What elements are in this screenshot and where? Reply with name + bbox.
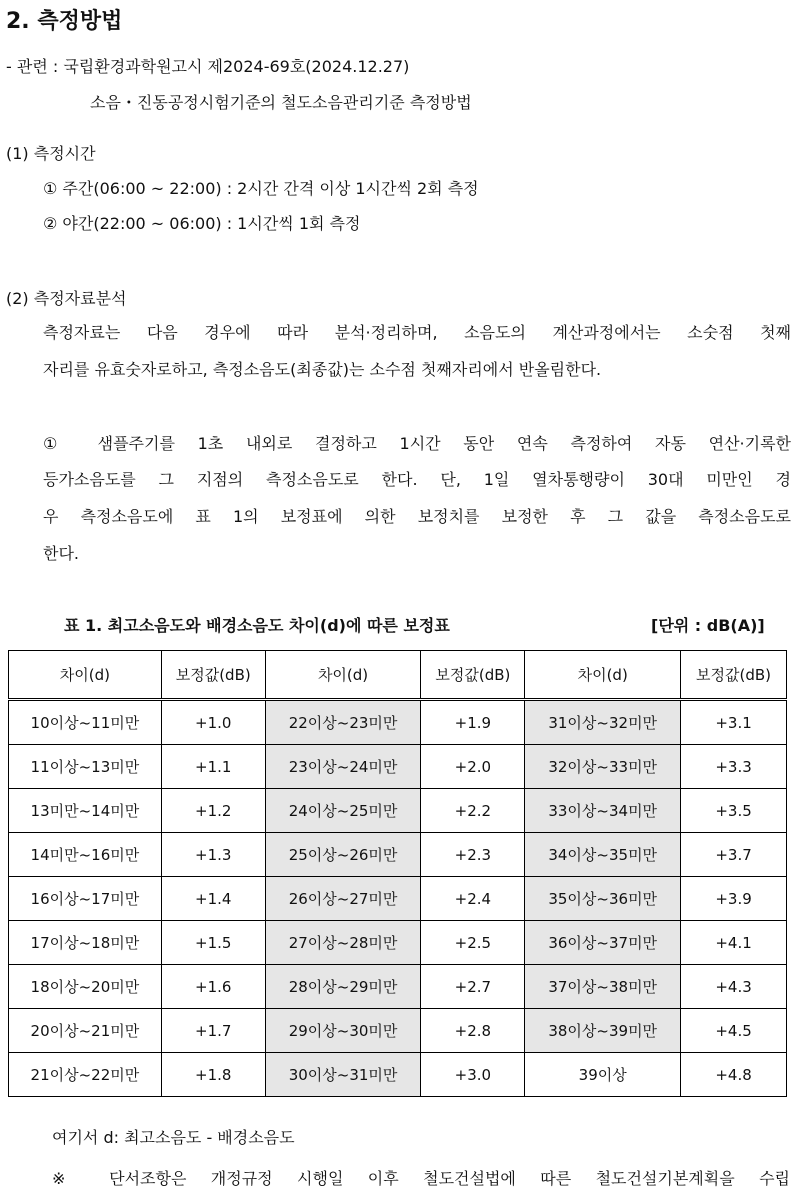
column-header: 차이(d) bbox=[525, 651, 681, 700]
table-cell: +3.9 bbox=[681, 877, 787, 921]
table-cell: 33이상~34미만 bbox=[525, 789, 681, 833]
column-header: 차이(d) bbox=[9, 651, 162, 700]
table-cell: 25이상~26미만 bbox=[265, 833, 421, 877]
table-cell: 35이상~36미만 bbox=[525, 877, 681, 921]
table-cell: +3.7 bbox=[681, 833, 787, 877]
table-row bbox=[9, 833, 787, 877]
table-row bbox=[9, 921, 787, 965]
table-cell: +1.0 bbox=[161, 700, 265, 745]
analysis-paragraph-line: 등가소음도를 그 지점의 측정소음도로 한다. 단, 1일 열차통행량이 30대 미만인 경 bbox=[43, 470, 791, 489]
table-cell: +2.4 bbox=[421, 877, 525, 921]
table-cell: 39이상 bbox=[525, 1053, 681, 1097]
analysis-paragraph-line: 우 측정소음도에 표 1의 보정표에 의한 보정치를 보정한 후 그 값을 측정소음도로 bbox=[43, 507, 791, 526]
table-unit: [단위 : dB(A)] bbox=[651, 616, 765, 635]
table-cell: +4.1 bbox=[681, 921, 787, 965]
table-cell: +4.8 bbox=[681, 1053, 787, 1097]
related-line-2: 소음・진동공정시험기준의 철도소음관리기준 측정방법 bbox=[90, 93, 472, 112]
measure-time-heading: (1) 측정시간 bbox=[6, 144, 96, 163]
analysis-paragraph-line: 측정자료는 다음 경우에 따라 분석·정리하며, 소음도의 계산과정에서는 소숫점 첫째 bbox=[43, 323, 791, 342]
table-cell: 17이상~18미만 bbox=[9, 921, 162, 965]
measure-time-item: ② 야간(22:00 ~ 06:00) : 1시간씩 1회 측정 bbox=[43, 214, 361, 233]
table-cell: 22이상~23미만 bbox=[265, 700, 421, 745]
table-cell: 38이상~39미만 bbox=[525, 1009, 681, 1053]
table-cell: 23이상~24미만 bbox=[265, 745, 421, 789]
table-cell: +4.3 bbox=[681, 965, 787, 1009]
section-title: 2. 측정방법 bbox=[6, 9, 123, 34]
table-cell: 30이상~31미만 bbox=[265, 1053, 421, 1097]
table-cell: +2.8 bbox=[421, 1009, 525, 1053]
measure-time-item: ① 주간(06:00 ~ 22:00) : 2시간 간격 이상 1시간씩 2회 측정 bbox=[43, 179, 479, 198]
correction-table bbox=[8, 650, 787, 1097]
related-line: - 관련 : 국립환경과학원고시 제2024-69호(2024.12.27) bbox=[6, 57, 410, 76]
table-cell: +2.3 bbox=[421, 833, 525, 877]
table-cell: 13미만~14미만 bbox=[9, 789, 162, 833]
note-where: 여기서 d: 최고소음도 - 배경소음도 bbox=[52, 1128, 295, 1147]
column-header: 보정값(dB) bbox=[421, 651, 525, 700]
table-cell: +3.5 bbox=[681, 789, 787, 833]
table-cell: 14미만~16미만 bbox=[9, 833, 162, 877]
table-cell: +2.5 bbox=[421, 921, 525, 965]
note-bottom: ※ 단서조항은 개정규정 시행일 이후 철도건설법에 따른 철도건설기본계획을 수립 bbox=[52, 1169, 790, 1188]
table-row bbox=[9, 745, 787, 789]
table-cell: +2.2 bbox=[421, 789, 525, 833]
table-cell: +1.8 bbox=[161, 1053, 265, 1097]
table-row bbox=[9, 877, 787, 921]
table-cell: 26이상~27미만 bbox=[265, 877, 421, 921]
analysis-heading: (2) 측정자료분석 bbox=[6, 289, 127, 308]
table-cell: 36이상~37미만 bbox=[525, 921, 681, 965]
column-header: 보정값(dB) bbox=[681, 651, 787, 700]
table-cell: +3.1 bbox=[681, 700, 787, 745]
analysis-paragraph-line: 자리를 유효숫자로하고, 측정소음도(최종값)는 소수점 첫째자리에서 반올림한다. bbox=[43, 360, 602, 379]
table-header-row bbox=[9, 651, 787, 700]
table-cell: 24이상~25미만 bbox=[265, 789, 421, 833]
table-cell: 28이상~29미만 bbox=[265, 965, 421, 1009]
analysis-paragraph-line: 한다. bbox=[43, 544, 79, 563]
table-cell: +3.0 bbox=[421, 1053, 525, 1097]
table-row bbox=[9, 1009, 787, 1053]
table-cell: +3.3 bbox=[681, 745, 787, 789]
table-row bbox=[9, 965, 787, 1009]
analysis-paragraph-line: ① 샘플주기를 1초 내외로 결정하고 1시간 동안 연속 측정하여 자동 연산·기록한 bbox=[43, 434, 791, 453]
table-row bbox=[9, 700, 787, 745]
table-cell: 34이상~35미만 bbox=[525, 833, 681, 877]
table-cell: +1.1 bbox=[161, 745, 265, 789]
table-cell: 10이상~11미만 bbox=[9, 700, 162, 745]
table-cell: 27이상~28미만 bbox=[265, 921, 421, 965]
table-cell: +1.9 bbox=[421, 700, 525, 745]
table-cell: +1.5 bbox=[161, 921, 265, 965]
table-caption: 표 1. 최고소음도와 배경소음도 차이(d)에 따른 보정표 bbox=[64, 616, 450, 635]
table-cell: +2.0 bbox=[421, 745, 525, 789]
table-cell: 20이상~21미만 bbox=[9, 1009, 162, 1053]
table-row bbox=[9, 1053, 787, 1097]
table-cell: 18이상~20미만 bbox=[9, 965, 162, 1009]
column-header: 보정값(dB) bbox=[161, 651, 265, 700]
table-cell: +1.6 bbox=[161, 965, 265, 1009]
table-cell: 31이상~32미만 bbox=[525, 700, 681, 745]
table-cell: 29이상~30미만 bbox=[265, 1009, 421, 1053]
table-cell: 32이상~33미만 bbox=[525, 745, 681, 789]
table-cell: 21이상~22미만 bbox=[9, 1053, 162, 1097]
table-cell: 16이상~17미만 bbox=[9, 877, 162, 921]
table-cell: +4.5 bbox=[681, 1009, 787, 1053]
table-row bbox=[9, 789, 787, 833]
column-header: 차이(d) bbox=[265, 651, 421, 700]
table-cell: +1.7 bbox=[161, 1009, 265, 1053]
table-cell: +1.4 bbox=[161, 877, 265, 921]
table-cell: 37이상~38미만 bbox=[525, 965, 681, 1009]
table-cell: +1.2 bbox=[161, 789, 265, 833]
table-cell: 11이상~13미만 bbox=[9, 745, 162, 789]
table-cell: +2.7 bbox=[421, 965, 525, 1009]
table-cell: +1.3 bbox=[161, 833, 265, 877]
